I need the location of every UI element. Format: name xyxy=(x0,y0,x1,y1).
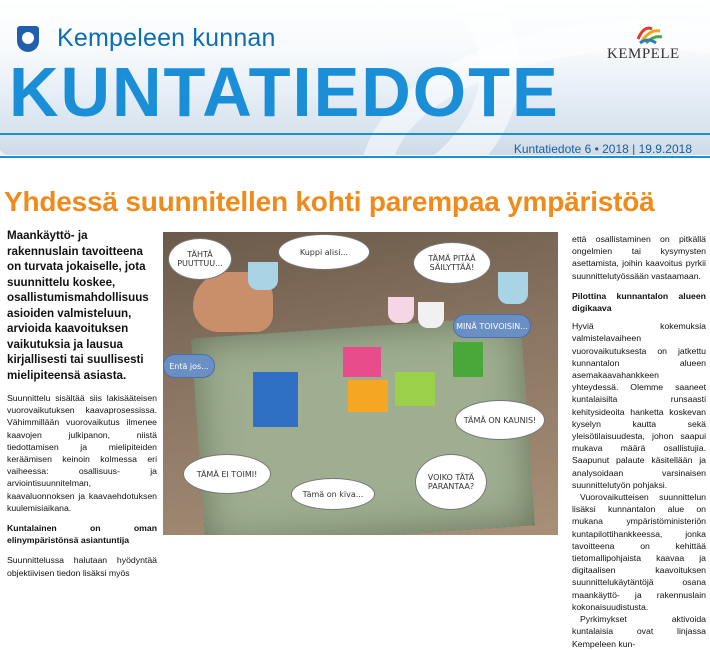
cup xyxy=(418,302,444,328)
kempele-logo-icon xyxy=(634,23,664,47)
speech-bubble: Tämä on kiva... xyxy=(291,478,375,510)
paragraph: Hyviä kokemuksia valmistelavaiheen vuorovaikutuksesta on jatkettu kunnantalon alueen asemakaavahankkeen yhteydessä. Olemme saaneet kuntalaisilta runsaasti kehitysideoita hanketta koskevan kyselyn kautta sekä yleisötilaisuudesta, johon saapui mukava määrä osallistujia. Saapunut palaute käsitellään ja analysoidaan varsinaisen suunnittelutyön pohjaksi. xyxy=(572,321,706,490)
paragraph: Pyrkimykset aktivoida kuntalaisia ovat linjassa Kempeleen kun- xyxy=(572,614,706,649)
cup xyxy=(388,297,414,323)
paragraph: Suunnittelu sisältää siis lakisääteisen vuorovaikutuksen kaavaprosessissa. Vähimmillään vuorovaikutus ilmenee kaavojen julkipanon, niistä tiedottamisen ja mielipiteiden keräämisen keinoin kolmessa eri vaiheessa: osallisuus- ja arviointisuunnitelman, kaavaluonnoksen ja kaavaehdotuksen kuulemisiaikana. xyxy=(7,393,157,513)
cup xyxy=(498,272,528,304)
paragraph: Suunnittelussa halutaan hyödyntää objektiivisen tiedon lisäksi myös xyxy=(7,555,157,578)
article-headline: Yhdessä suunnitellen kohti parempaa ympäristöä xyxy=(4,186,655,217)
kempele-logo-text: KEMPELE xyxy=(607,46,680,62)
sticky-note xyxy=(395,372,435,406)
sticky-note xyxy=(348,380,388,412)
masthead-title: KUNTATIEDOTE xyxy=(9,53,560,131)
speech-bubble: TÄHTÄ PUUTTUU... xyxy=(168,238,232,280)
speech-bubble: VOIKO TÄTÄ PARANTAA? xyxy=(415,454,487,510)
article-column-3 xyxy=(572,233,706,650)
speech-bubble: TÄMÄ EI TOIMI! xyxy=(183,454,271,494)
speech-bubble: TÄMÄ PITÄÄ SÄILYTTÄÄ! xyxy=(413,242,491,284)
speech-bubble: TÄMÄ ON KAUNIS! xyxy=(455,400,545,440)
speech-bubble: Kuppi alisi... xyxy=(278,234,370,270)
paragraph: Vuorovaikutteisen suunnittelun lisäksi kunnantalon alue on mukana ympäristöministeriön kuntapilottihankkeessa, jonka tavoitteena on kehittää tietomallipohjaista kaavaa ja digitaalisen kaavoituksen suunnittelukäytäntöjä osana maankäyttö- ja rakennuslain kokonaisuudistusta. xyxy=(572,492,706,612)
lego-model xyxy=(253,372,298,427)
speech-bubble: Entä jos... xyxy=(163,354,215,378)
masthead-divider xyxy=(0,133,710,135)
lego-model xyxy=(453,342,483,377)
sticky-note xyxy=(343,347,381,377)
workshop-photo xyxy=(163,232,558,535)
masthead-subtitle: Kempeleen kunnan xyxy=(57,24,276,52)
coat-of-arms-icon xyxy=(17,26,39,52)
issue-divider xyxy=(0,156,710,158)
subheading: Kuntalainen on oman elinympäristönsä asiantuntija xyxy=(7,523,157,546)
masthead xyxy=(0,0,710,155)
cup xyxy=(248,262,278,290)
speech-bubble: MINÄ TOIVOISIN... xyxy=(453,314,531,338)
issue-line: Kuntatiedote 6 • 2018 | 19.9.2018 xyxy=(513,142,692,155)
article-lead: Maankäyttö- ja rakennuslain tavoitteena on turvata jokaiselle, jota suunnittelu koskee, osallistumismahdollisuus asioiden valmisteluun, arvioida kaavoituksen vaikutuksia ja lausua kirjallisesti tai suullisesti mielipiteensä asiasta. xyxy=(7,229,149,382)
paragraph: että osallistaminen on pitkällä ongelmien tai kysymysten asettamista, joihin kaavoitus pyrkii suunnittelutyössään vastaamaan. xyxy=(572,234,706,281)
article-column-1 xyxy=(7,392,157,579)
subheading: Pilottina kunnantalon alueen digikaava xyxy=(572,290,706,314)
